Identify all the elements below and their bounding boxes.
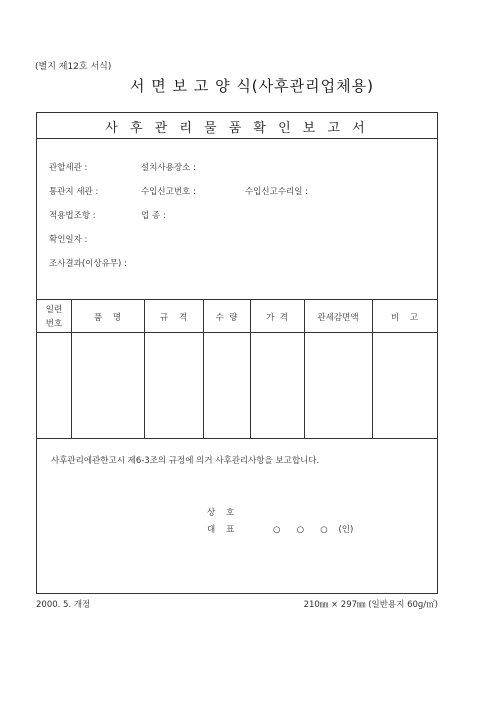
representative-label: 대 표: [207, 525, 235, 535]
applicable-law-field: 적용법조항 :: [49, 211, 96, 221]
table-top-line: [37, 299, 437, 300]
business-type-field: 업 종 :: [141, 211, 166, 221]
install-place-field: 설치사용장소 :: [141, 163, 196, 173]
header-divider: [37, 138, 437, 139]
import-number-field: 수입신고번호 :: [141, 187, 196, 197]
paper-size-note: 210㎜ × 297㎜ (일반용지 60g/㎡): [303, 600, 438, 610]
table-header-line: [37, 332, 437, 333]
check-date-field: 확인일자 :: [49, 235, 88, 245]
result-field: 조사결과(이상유무) :: [49, 259, 127, 269]
revision-note: 2000. 5. 개정: [36, 600, 91, 610]
form-number-label: (별지 제12호 서식): [35, 62, 112, 72]
column-header-price: 가 격: [266, 313, 288, 323]
column-header-tax-reduction: 관세감면액: [317, 313, 359, 323]
report-header-title: 사 후 관 리 물 품 확 인 보 고 서: [105, 121, 369, 136]
column-header-spec: 규 격: [159, 313, 188, 323]
bonded-customs-field: 통관지 세관 :: [49, 187, 99, 197]
report-form: [36, 112, 438, 594]
page-title: 서 면 보 고 양 식(사후관리업체용): [130, 77, 374, 95]
column-header-quantity: 수 량: [215, 313, 238, 323]
column-header-remarks: 비 고: [390, 313, 419, 323]
company-name-label: 상 호: [207, 508, 235, 518]
customs-field: 관할세관 :: [49, 163, 88, 173]
column-header-serial: 일련 번호: [45, 305, 63, 329]
column-header-item: 품 명: [93, 313, 122, 323]
declaration-text: 사후관리에관한고시 제6-3조의 규정에 의거 사후관리사항을 보고합니다.: [51, 456, 320, 466]
table-bottom-line: [37, 438, 437, 439]
import-date-field: 수입신고수리일 :: [245, 187, 309, 197]
signature-seal-marks: ○ ○ ○ (인): [273, 525, 354, 535]
